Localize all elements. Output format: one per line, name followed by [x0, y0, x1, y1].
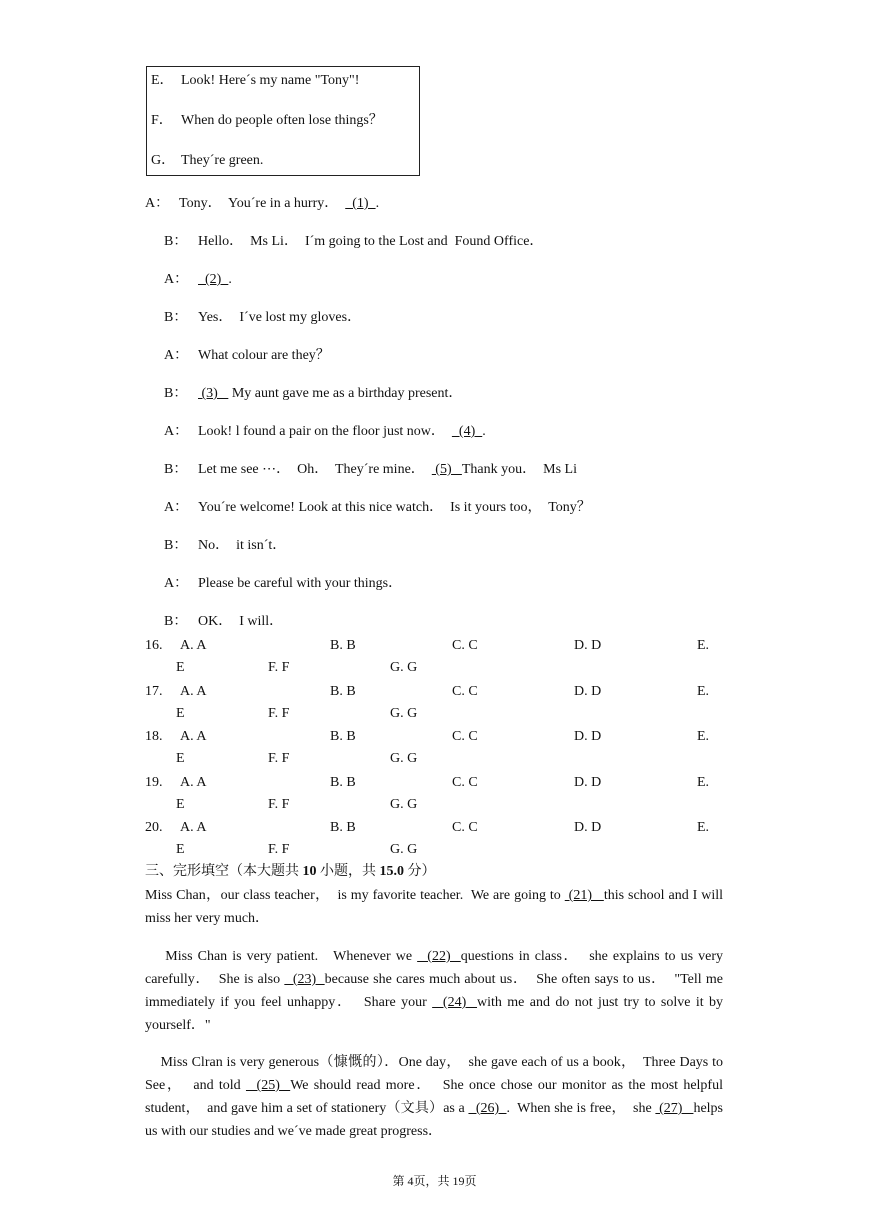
choice-option[interactable]: C. C: [452, 638, 478, 653]
passage-text: Miss Chan，our class teacher， is my favorite teacher. We are going to: [145, 888, 565, 903]
passage-text: . When she is free， she: [506, 1101, 656, 1116]
passage-text: Miss Clran is very generous（慷慨的）．One day， she gave each of us a book， Three Days to See， and told: [145, 1055, 727, 1093]
speaker-label: B：: [164, 614, 188, 629]
passage-text: questions in class． she explains to us very carefully． She is also: [145, 949, 727, 987]
speaker-label: B：: [164, 538, 188, 553]
dialogue-text: OK． I will．: [198, 614, 284, 629]
choice-option[interactable]: G. G: [390, 660, 418, 675]
speaker-label: B：: [164, 462, 188, 477]
dialogue-text: Hello． Ms Li． Iˊm going to the Lost and Found Office．: [198, 234, 544, 249]
choice-option[interactable]: E.: [697, 775, 710, 790]
choice-option[interactable]: C. C: [452, 684, 478, 699]
dialogue-text: Tony． Youˊre in a hurry．: [179, 196, 346, 211]
choice-option[interactable]: A. A: [180, 638, 207, 653]
answer-blank: (25): [245, 1078, 291, 1093]
choice-option[interactable]: D. D: [574, 684, 602, 699]
answer-blank: (3): [198, 386, 229, 401]
answer-blank: (22): [417, 949, 461, 964]
option-letter: E．: [151, 73, 174, 88]
choice-option[interactable]: C. C: [452, 775, 478, 790]
choice-option[interactable]: G. G: [390, 706, 418, 721]
speaker-label: A：: [164, 348, 189, 363]
choice-option[interactable]: B. B: [330, 638, 356, 653]
choice-option[interactable]: E.: [697, 729, 710, 744]
answer-blank: (23): [284, 972, 325, 987]
passage-paragraph: [145, 1051, 727, 1143]
choice-option[interactable]: B. B: [330, 729, 356, 744]
dialogue-text: Please be careful with your things．: [198, 576, 403, 591]
question-number: 18.: [145, 729, 163, 744]
speaker-label: A：: [164, 500, 189, 515]
answer-blank: (24): [432, 995, 478, 1010]
choice-option[interactable]: A. A: [180, 820, 207, 835]
speaker-label: B：: [164, 234, 188, 249]
answer-blank: (21): [564, 888, 604, 903]
choice-option[interactable]: D. D: [574, 775, 602, 790]
dialogue-text: What colour are they？: [198, 348, 330, 363]
choice-option[interactable]: A. A: [180, 684, 207, 699]
dialogue-line: [164, 425, 486, 439]
dialogue-line: [145, 197, 379, 211]
choice-option[interactable]: F. F: [268, 797, 290, 812]
option-2: [151, 154, 263, 168]
answer-blank: (2): [198, 272, 229, 287]
speaker-label: B：: [164, 310, 188, 325]
dialogue-text: Thank you． Ms Li: [461, 462, 577, 477]
choice-option[interactable]: E.: [697, 820, 710, 835]
choice-option[interactable]: B. B: [330, 775, 356, 790]
dialogue-text: Yes． Iˊve lost my gloves．: [198, 310, 362, 325]
choice-option[interactable]: F. F: [268, 706, 290, 721]
answer-blank: (4): [451, 424, 483, 439]
question-number: 17.: [145, 684, 163, 699]
section-title: 三、完形填空（本大题共 10 小题，共 15.0 分）: [145, 864, 436, 879]
choice-option[interactable]: E: [176, 660, 185, 675]
choice-option[interactable]: F. F: [268, 751, 290, 766]
choice-option[interactable]: G. G: [390, 797, 418, 812]
answer-blank: (27): [655, 1101, 694, 1116]
choice-option[interactable]: B. B: [330, 820, 356, 835]
speaker-label: A：: [164, 424, 189, 439]
dialogue-text: .: [228, 272, 232, 287]
choice-option[interactable]: F. F: [268, 842, 290, 857]
passage-paragraph: [145, 884, 727, 930]
question-number: 16.: [145, 638, 163, 653]
dialogue-line: [164, 539, 286, 553]
passage-paragraph: [145, 945, 727, 1037]
speaker-label: A：: [164, 272, 189, 287]
option-letter: G．: [151, 153, 176, 168]
choice-option[interactable]: C. C: [452, 820, 478, 835]
choice-option[interactable]: E.: [697, 638, 710, 653]
option-text: When do people often lose things？: [181, 113, 383, 128]
option-text: Look! Hereˊs my name "Tony"!: [181, 73, 360, 88]
dialogue-text: My aunt gave me as a birthday present．: [228, 386, 463, 401]
speaker-label: B：: [164, 386, 188, 401]
answer-blank: (26): [468, 1101, 507, 1116]
dialogue-line: [164, 273, 232, 287]
dialogue-text: Look! l found a pair on the floor just now．: [198, 424, 452, 439]
choice-option[interactable]: D. D: [574, 638, 602, 653]
choice-option[interactable]: E: [176, 842, 185, 857]
dialogue-text: Let me see ⋯． Oh． Theyˊre mine．: [198, 462, 432, 477]
dialogue-line: [164, 387, 462, 401]
page-footer: 第 4页，共 19页: [392, 1174, 477, 1188]
speaker-label: A：: [145, 196, 170, 211]
passage-text: helps us with our studies and weˊve made great progress．: [145, 1101, 727, 1139]
choice-option[interactable]: F. F: [268, 660, 290, 675]
choice-option[interactable]: C. C: [452, 729, 478, 744]
dialogue-line: [164, 463, 577, 477]
passage-text: because she cares much about us． She often says to us． "Tell me immediately if you feel unhappy． Share your: [145, 972, 727, 1010]
choice-option[interactable]: G. G: [390, 842, 418, 857]
answer-blank: (1): [345, 196, 376, 211]
passage-text: this school and I will miss her very much．: [145, 888, 727, 926]
question-number: 19.: [145, 775, 163, 790]
dialogue-line: [164, 577, 402, 591]
dialogue-line: [164, 501, 591, 515]
dialogue-line: [164, 311, 361, 325]
choice-option[interactable]: A. A: [180, 775, 207, 790]
dialogue-text: .: [375, 196, 380, 211]
option-1: [151, 114, 383, 128]
option-letter: F．: [151, 113, 173, 128]
dialogue-line: [164, 615, 283, 629]
passage-text: with me and do not just try to solve it by yourself．": [145, 995, 727, 1033]
dialogue-text: No． it isnˊt．: [198, 538, 287, 553]
dialogue-text: .: [482, 424, 486, 439]
passage-text: Miss Chan is very patient. Whenever we: [145, 949, 418, 964]
option-0: [151, 74, 359, 88]
choice-option[interactable]: D. D: [574, 820, 602, 835]
choice-option[interactable]: E.: [697, 684, 710, 699]
choice-option[interactable]: D. D: [574, 729, 602, 744]
choice-option[interactable]: E: [176, 797, 185, 812]
passage-text: We should read more． She once chose our monitor as the most helpful student， and gave him a set of stationery（文具）as a: [145, 1078, 727, 1116]
question-number: 20.: [145, 820, 163, 835]
choice-option[interactable]: A. A: [180, 729, 207, 744]
choice-option[interactable]: E: [176, 706, 185, 721]
options-box: [146, 66, 420, 176]
speaker-label: A：: [164, 576, 189, 591]
choice-option[interactable]: G. G: [390, 751, 418, 766]
answer-blank: (5): [431, 462, 462, 477]
dialogue-text: Youˊre welcome! Look at this nice watch． Is it yours too， Tony？: [198, 500, 591, 515]
choice-option[interactable]: B. B: [330, 684, 356, 699]
dialogue-line: [164, 235, 543, 249]
option-text: Theyˊre green.: [181, 153, 264, 168]
choice-option[interactable]: E: [176, 751, 185, 766]
dialogue-line: [164, 349, 330, 363]
